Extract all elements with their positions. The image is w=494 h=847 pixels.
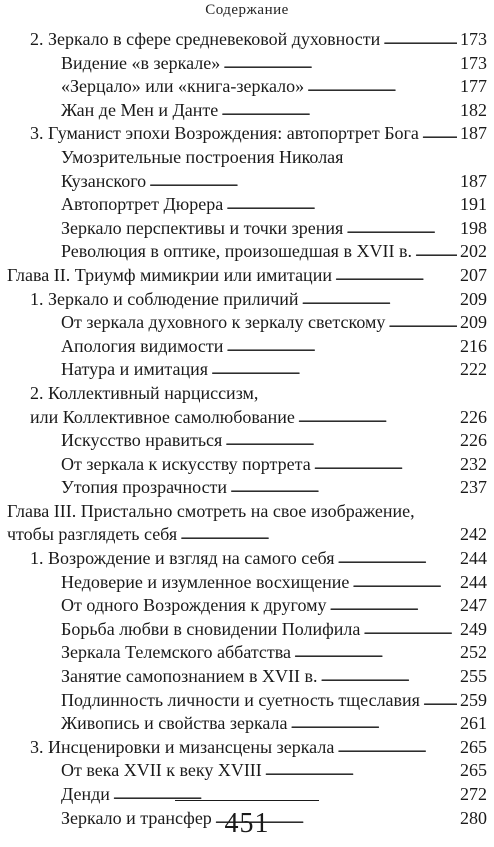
toc-entry-title: Автопортрет Дюрера [61,194,224,215]
toc-entry-title: 2. Коллективный нарциссизм, [30,382,259,403]
dot-leader [352,570,457,596]
toc-entry-page: 265 [460,760,487,781]
dot-leader [149,169,457,195]
toc-entry [0,311,494,335]
toc-entry-title: 3. Гуманист эпохи Возрождения: автопортрет Бога [30,123,419,144]
toc-entry [0,783,494,807]
toc-entry [0,52,494,76]
toc-entry [0,75,494,99]
toc-entry-title: Глава II. Триумф мимикрии или имитации [7,264,332,285]
toc-entry-title: Кузанского [61,170,147,191]
toc-entry [0,146,494,193]
toc-entry-page: 226 [460,430,487,451]
toc-entry [0,712,494,736]
dot-leader [225,428,457,454]
toc-entry [0,28,494,52]
dot-leader [302,287,457,313]
dot-leader [291,711,457,737]
folio-rule [175,800,319,801]
dot-leader [226,334,457,360]
toc-entry [0,736,494,760]
toc-entry [0,264,494,288]
toc-entry [0,193,494,217]
toc-entry-title: От зеркала к искусству портрета [61,453,311,474]
toc-entry-title: Утопия прозрачности [61,477,228,498]
toc-entry-title: Занятие самопознанием в XVII в. [61,666,318,687]
toc-entry [0,500,494,547]
dot-leader [337,735,457,761]
toc-entry-title: 1. Зеркало и соблюдение приличий [30,288,299,309]
dot-leader [226,192,457,218]
toc-entry-page: 237 [460,477,487,498]
toc-entry-title: Денди [61,784,110,804]
page-number: 451 [224,808,270,839]
toc-entry-title: Искусство нравиться [61,430,223,451]
dot-leader [423,688,457,714]
toc-entry-page: 182 [460,99,487,120]
toc-entry [0,288,494,312]
toc-entry-page: 216 [460,335,487,356]
toc-entry-title: «Зерцало» или «книга-зеркало» [61,76,305,97]
toc-entry-title: Умозрительные построения Николая [61,146,344,167]
toc-entry-page: 187 [460,123,487,144]
toc-entry [0,358,494,382]
toc-entry-title: Революция в оптике, произошедшая в XVII в. [61,241,412,262]
dot-leader [230,475,457,501]
toc-entry-title: Зеркало перспективы и точки зрения [61,217,344,238]
toc-entry [0,594,494,618]
dot-leader [221,98,457,124]
toc-entry [0,547,494,571]
toc-entry-page: 244 [460,571,487,592]
dot-leader [383,27,457,53]
toc-entry [0,476,494,500]
toc-entry [0,217,494,241]
toc-entry-page: 198 [460,217,487,238]
toc-entry-page: 242 [460,524,487,545]
toc-entry-page: 272 [460,784,487,804]
toc-entry-page: 255 [460,666,487,687]
dot-leader [314,452,457,478]
dot-leader [211,357,457,383]
toc-entry [0,122,494,146]
toc-entry-page: 232 [460,453,487,474]
dot-leader [415,239,457,265]
toc-entry-page: 252 [460,642,487,663]
toc-entry-title: Зеркала Телемского аббатства [61,642,292,663]
toc-entry-title: Видение «в зеркале» [61,52,221,73]
toc-entry-page: 207 [460,264,487,285]
toc-entry [0,759,494,783]
toc-entry-title: 3. Инсценировки и мизансцены зеркала [30,736,335,757]
toc-entry-title: От одного Возрождения к другому [61,595,327,616]
toc-entry-title: Недоверие и изумленное восхищение [61,571,350,592]
toc-entry-page: 173 [460,52,487,73]
dot-leader [335,263,457,289]
toc-entry-title: От зеркала духовного к зеркалу светскому [61,312,386,333]
toc-entry-title: или Коллективное самолюбование [30,406,295,427]
toc-entry-title: Живопись и свойства зеркала [61,713,288,734]
toc-entry-page: 247 [460,595,487,616]
toc-entry [0,571,494,595]
toc-entry-page: 249 [460,618,487,639]
toc-entry-title: Жан де Мен и Данте [61,99,219,120]
toc-entry-title: Зеркало и трансфер [61,807,212,828]
dot-leader [265,758,457,784]
toc-entry-page: 280 [460,807,487,828]
toc-entry-title: Натура и имитация [61,359,209,380]
toc-entry-page: 261 [460,713,487,734]
toc-entry-page: 226 [460,406,487,427]
dot-leader [294,640,457,666]
toc-entry [0,641,494,665]
toc-entry-page: 244 [460,548,487,569]
toc-entry-title: Апология видимости [61,335,224,356]
toc-entry-page: 191 [460,194,487,215]
toc-entry-page: 173 [460,29,487,49]
toc-entry-title: чтобы разглядеть себя [7,524,178,545]
toc-entry-page: 209 [460,288,487,309]
dot-leader [180,522,457,548]
table-of-contents [0,28,494,830]
toc-entry-page: 202 [460,241,487,262]
toc-entry-title: Борьба любви в сновидении Полифила [61,618,361,639]
toc-entry [0,335,494,359]
dot-leader [388,310,457,336]
toc-entry-page: 177 [460,76,487,97]
toc-entry-page: 187 [460,170,487,191]
toc-entry-title: 2. Зеркало в сфере средневековой духовности [30,29,381,49]
dot-leader [363,617,457,643]
toc-entry [0,453,494,477]
dot-leader [298,405,457,431]
toc-entry-page: 209 [460,312,487,333]
toc-entry [0,429,494,453]
dot-leader [330,593,457,619]
toc-entry-page: 265 [460,736,487,757]
toc-entry [0,240,494,264]
dot-leader [223,51,457,77]
running-head: Содержание [205,2,289,18]
dot-leader [422,121,457,147]
toc-entry-page: 222 [460,359,487,380]
dot-leader [113,782,457,808]
dot-leader [346,216,457,242]
toc-entry [0,618,494,642]
toc-entry [0,665,494,689]
toc-entry-title: Подлинность личности и суетность тщеславия [61,689,420,710]
toc-entry [0,382,494,429]
dot-leader [321,664,458,690]
toc-entry [0,689,494,713]
toc-entry-title: 1. Возрождение и взгляд на самого себя [30,548,335,569]
toc-entry-title: Глава III. Пристально смотреть на свое изображение, [7,500,415,521]
dot-leader [337,546,457,572]
toc-entry-page: 259 [460,689,487,710]
toc-entry-title: От века XVII к веку XVIII [61,760,262,781]
toc-entry [0,99,494,123]
dot-leader [307,74,457,100]
